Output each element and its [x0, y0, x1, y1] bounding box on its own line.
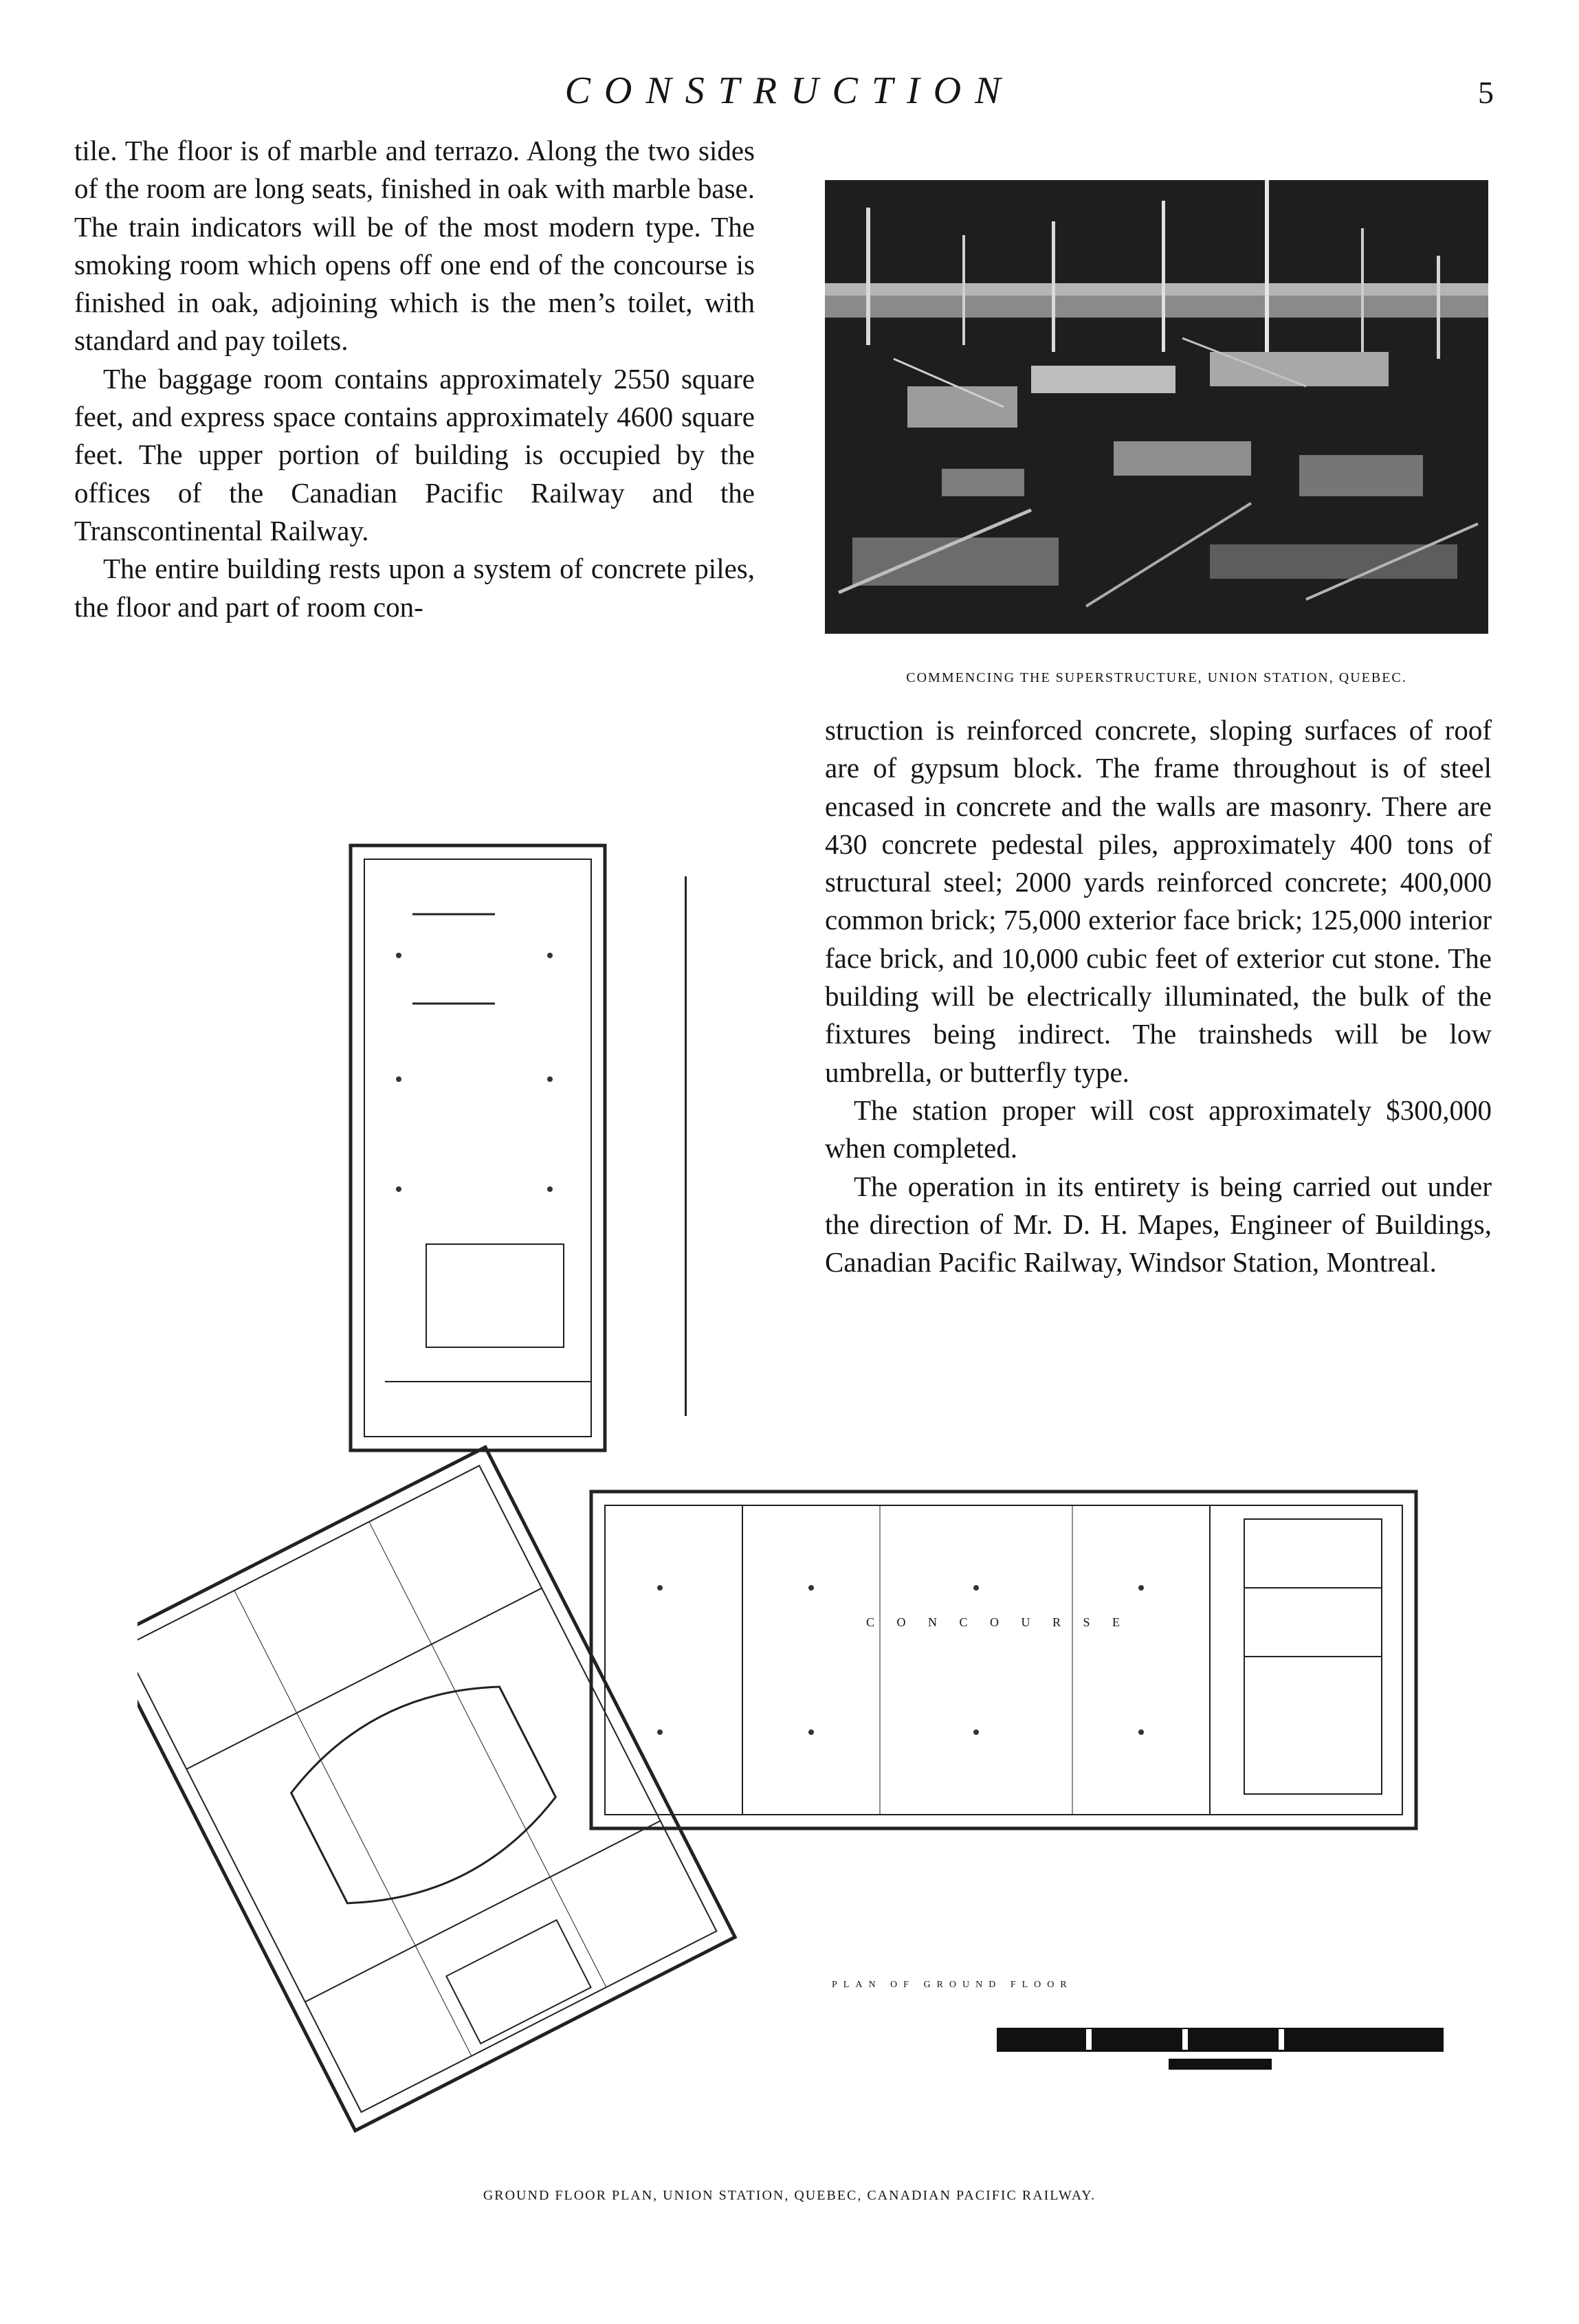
plan-caption: GROUND FLOOR PLAN, UNION STATION, QUEBEC, CANADIAN PACIFIC RAILWAY.: [483, 2188, 1096, 2203]
construction-photo: [825, 180, 1488, 634]
body-paragraph: The station proper will cost approximately $300,000 when completed.: [825, 1094, 1492, 1164]
body-paragraph: The baggage room contains approximately 2550 square feet, and express space contains approximately 4600 square feet. The upper portion of building is occupied by the offices of the Canadian Pacific Railway and the Transcontinental Railway.: [74, 362, 755, 546]
plan-label: PLAN OF GROUND FLOOR: [832, 1980, 1073, 1990]
body-paragraph: The operation in its entirety is being carried out under the direction of Mr. D. H. Mapes, Engineer of Buildings, Canadian Pacific Railway, Windsor Station, Montreal.: [825, 1170, 1492, 1279]
page-number: 5: [1478, 75, 1494, 110]
body-paragraph: tile. The floor is of marble and terrazo. Along the two sides of the room are long seats, finished in oak with marble base. The train indicators will be of the most modern type. The smoking room which opens off one end of the concourse is finished in oak, adjoining which is the men’s toilet, with standard and pay toilets.: [74, 135, 755, 357]
concourse-label: C O N C O U R S E: [866, 1615, 1130, 1629]
body-paragraph: The entire building rests upon a system of concrete piles, the floor and part of room con-: [74, 553, 755, 623]
ground-floor-plan: [137, 818, 1457, 2165]
body-paragraph: struction is reinforced concrete, sloping surfaces of roof are of gypsum block. The frame throughout is of steel encased in concrete and the walls are masonry. There are 430 concrete pedestal piles, approximately 400 tons of structural steel; 2000 yards reinforced concrete; 400,000 common brick; 75,000 exterior face brick; 125,000 interior face brick, and 10,000 cubic feet of exterior cut stone. The building will be electrically illuminated, the bulk of the fixtures being indirect. The trainsheds will be low umbrella, or butterfly type.: [825, 714, 1492, 1088]
left-text-column: [74, 132, 755, 626]
photo-caption: COMMENCING THE SUPERSTRUCTURE, UNION STATION, QUEBEC.: [906, 670, 1407, 685]
running-header-title: CONSTRUCTION: [564, 69, 1015, 112]
